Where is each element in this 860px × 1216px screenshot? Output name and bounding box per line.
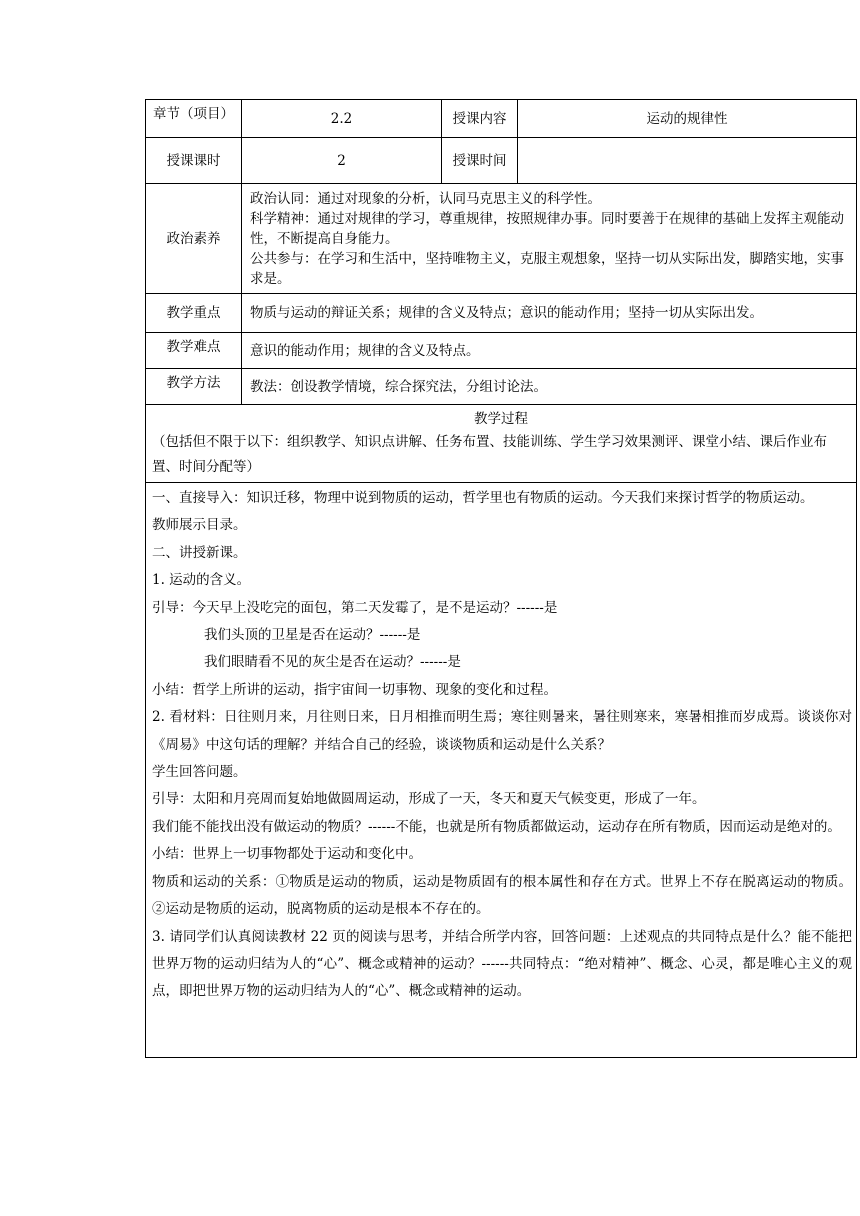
time-value <box>518 138 857 184</box>
chapter-value: 2.2 <box>242 100 442 138</box>
process-paragraph: 我们头顶的卫星是否在运动？------是 <box>204 627 421 644</box>
difficulties-value: 意识的能动作用；规律的含义及特点。 <box>242 333 857 369</box>
process-paragraph: 教师展示目录。 <box>152 517 247 534</box>
process-paragraph: 3. 请同学们认真阅读教材 22 页的阅读与思考，并结合所学内容，回答问题：上述观点的共同特点是什么？能不能把世界万物的运动归结为人的“心”、概念或精神的运动？------共同特点：“绝对精神”、概念、心灵，都是唯心主义的观点，即把世界万物的运动归结为人的“心”、概念或精神的运动。 <box>152 928 852 1000</box>
process-paragraph: 2. 看材料：日往则月来，月往则日来，日月相推而明生焉；寒往则暑来，暑往则寒来，寒暑相推而岁成焉。谈谈你对《周易》中这句话的理解？并结合自己的经验，谈谈物质和运动是什么关系？ <box>152 709 852 753</box>
process-paragraph: 我们眼睛看不见的灰尘是否在运动？------是 <box>204 654 461 671</box>
chapter-row <box>146 100 857 138</box>
process-note: （包括但不限于以下：组织教学、知识点讲解、任务布置、技能训练、学生学习效果测评、课堂小结、课后作业布置、时间分配等） <box>152 434 827 475</box>
process-paragraph: 小结：哲学上所讲的运动，指宇宙间一切事物、现象的变化和过程。 <box>152 681 557 698</box>
methods-value: 教法：创设教学情境，综合探究法，分组讨论法。 <box>242 369 857 405</box>
literacy-line: 科学精神：通过对规律的学习，尊重规律，按照规律办事。同时要善于在规律的基础上发挥主观能动性，不断提高自身能力。 <box>250 210 844 247</box>
content-label: 授课内容 <box>442 100 518 138</box>
process-paragraph: 我们能不能找出没有做运动的物质？------不能，也就是所有物质都做运动，运动存在所有物质，因而运动是绝对的。 <box>152 818 841 835</box>
literacy-row <box>146 184 857 294</box>
difficulties-label: 教学难点 <box>146 333 242 369</box>
literacy-label: 政治素养 <box>146 184 242 294</box>
content-value: 运动的规律性 <box>518 100 857 138</box>
literacy-line: 公共参与：在学习和生活中，坚持唯物主义，克服主观想象，坚持一切从实际出发，脚踏实地，实事求是。 <box>250 250 844 287</box>
process-header <box>146 405 857 483</box>
process-paragraph: 1. 运动的含义。 <box>152 572 251 589</box>
process-paragraph: 引导：太阳和月亮周而复始地做圆周运动，形成了一天，冬天和夏天气候变更，形成了一年。 <box>152 791 706 808</box>
methods-row <box>146 369 857 405</box>
process-paragraph: 小结：世界上一切事物都处于运动和变化中。 <box>152 846 422 863</box>
time-label: 授课时间 <box>442 138 518 184</box>
key-points-value: 物质与运动的辩证关系；规律的含义及特点；意识的能动作用；坚持一切从实际出发。 <box>242 294 857 333</box>
process-paragraph: 一、直接导入：知识迁移，物理中说到物质的运动，哲学里也有物质的运动。今天我们来探讨哲学的物质运动。 <box>152 490 814 506</box>
process-body <box>146 483 857 1058</box>
hours-value: 2 <box>242 138 442 184</box>
methods-label: 教学方法 <box>146 369 242 405</box>
process-paragraph: 物质和运动的关系：①物质是运动的物质，运动是物质固有的根本属性和存在方式。世界上不存在脱离运动的物质。②运动是物质的运动，脱离物质的运动是根本不存在的。 <box>152 873 852 918</box>
lesson-plan-table <box>145 99 857 1058</box>
key-points-label: 教学重点 <box>146 294 242 333</box>
literacy-line: 政治认同：通过对现象的分析，认同马克思主义的科学性。 <box>250 190 601 207</box>
literacy-content <box>242 184 857 294</box>
chapter-label: 章节（项目） <box>146 100 242 138</box>
process-paragraph: 学生回答问题。 <box>152 764 247 781</box>
process-body-row <box>146 483 857 1058</box>
process-paragraph: 二、讲授新课。 <box>152 544 247 561</box>
process-paragraph: 引导：今天早上没吃完的面包，第二天发霉了，是不是运动？------是 <box>152 599 558 616</box>
key-points-row <box>146 294 857 333</box>
difficulties-row <box>146 333 857 369</box>
hours-label: 授课课时 <box>146 138 242 184</box>
process-header-row <box>146 405 857 483</box>
process-title: 教学过程 <box>474 411 528 427</box>
hours-row <box>146 138 857 184</box>
